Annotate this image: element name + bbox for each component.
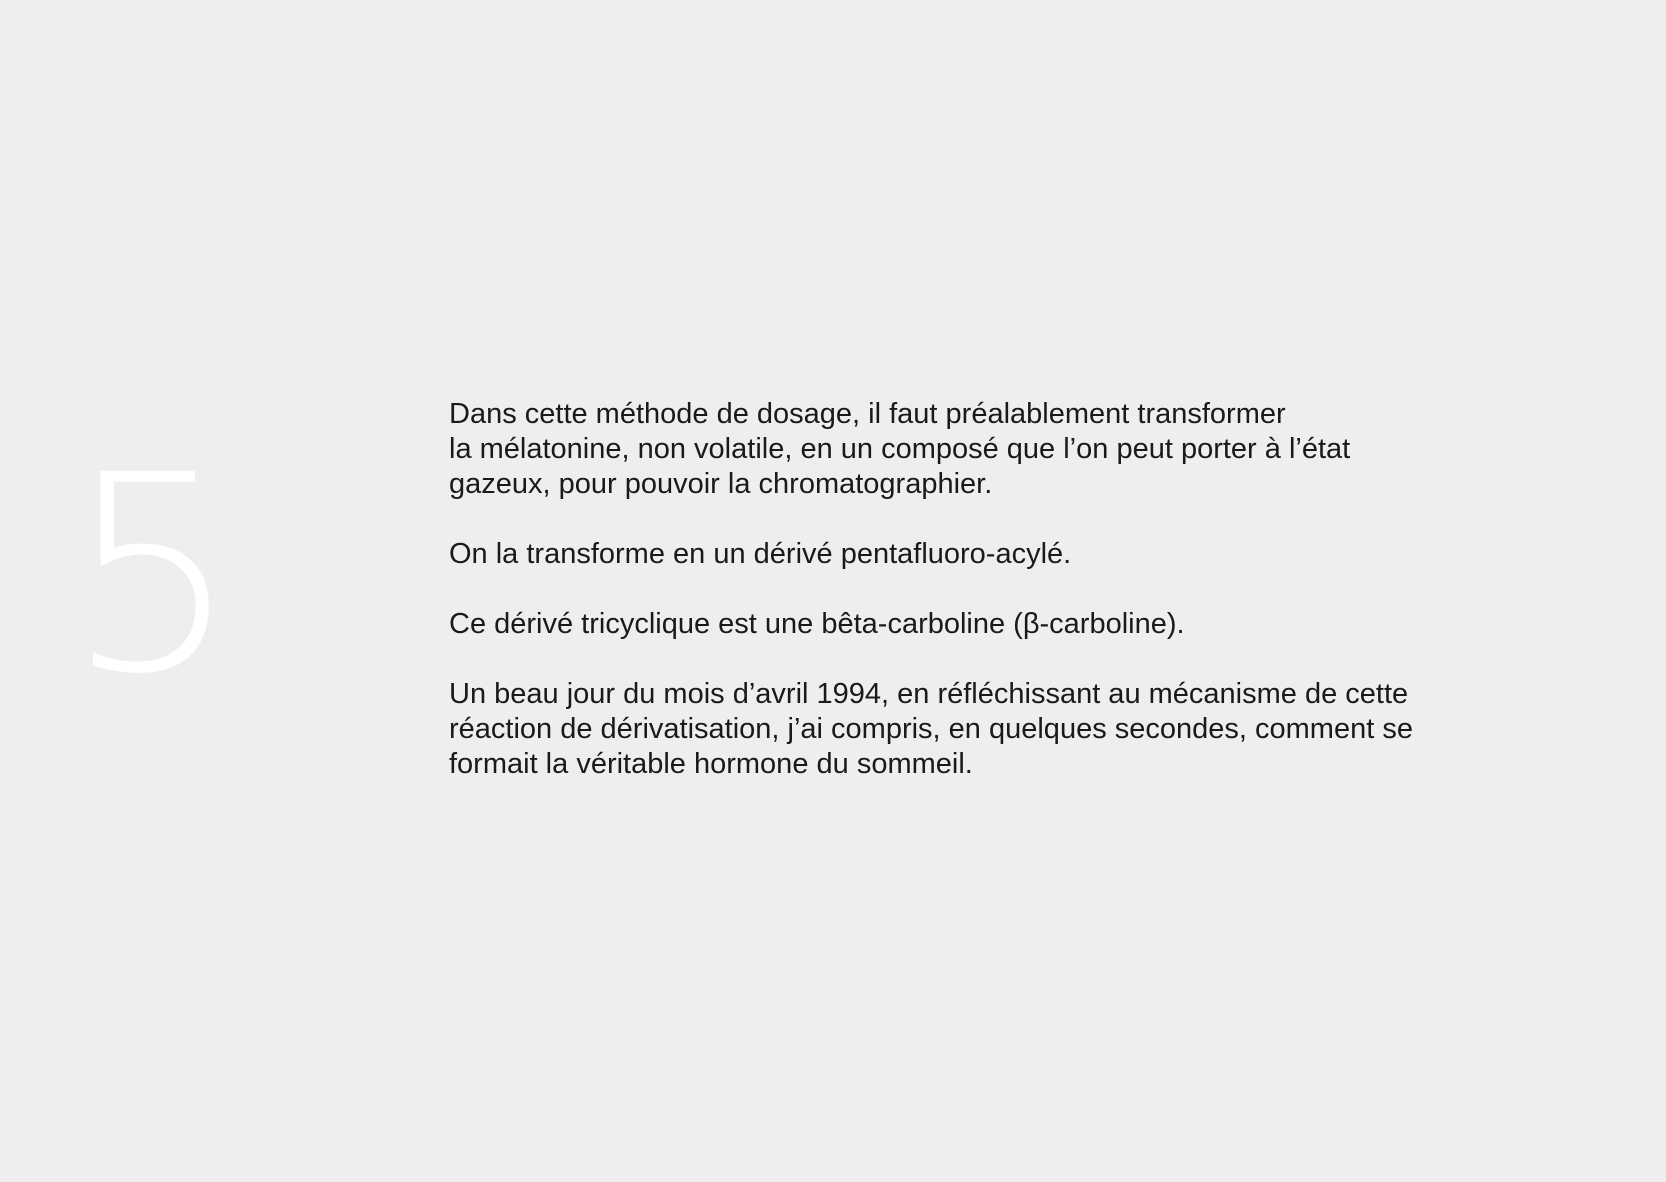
paragraph-beta-carboline: Ce dérivé tricyclique est une bêta-carboline (β-carboline). (449, 608, 1185, 640)
paragraph-derivatization-method: Dans cette méthode de dosage, il faut préalablement transformer la mélatonine, non volatile, en un composé que l’on peut porter à l’état gazeux, pour pouvoir la chromatographier. (449, 398, 1351, 500)
paragraph-april-1994: Un beau jour du mois d’avril 1994, en réfléchissant au mécanisme de cette réaction de dérivatisation, j’ai compris, en quelques secondes, comment se formait la véritable hormone du sommeil. (449, 678, 1413, 780)
body-text (449, 397, 1529, 782)
chapter-number: 5 (66, 418, 240, 734)
paragraph-pentafluoro-acyl: On la transforme en un dérivé pentafluoro-acylé. (449, 538, 1072, 570)
